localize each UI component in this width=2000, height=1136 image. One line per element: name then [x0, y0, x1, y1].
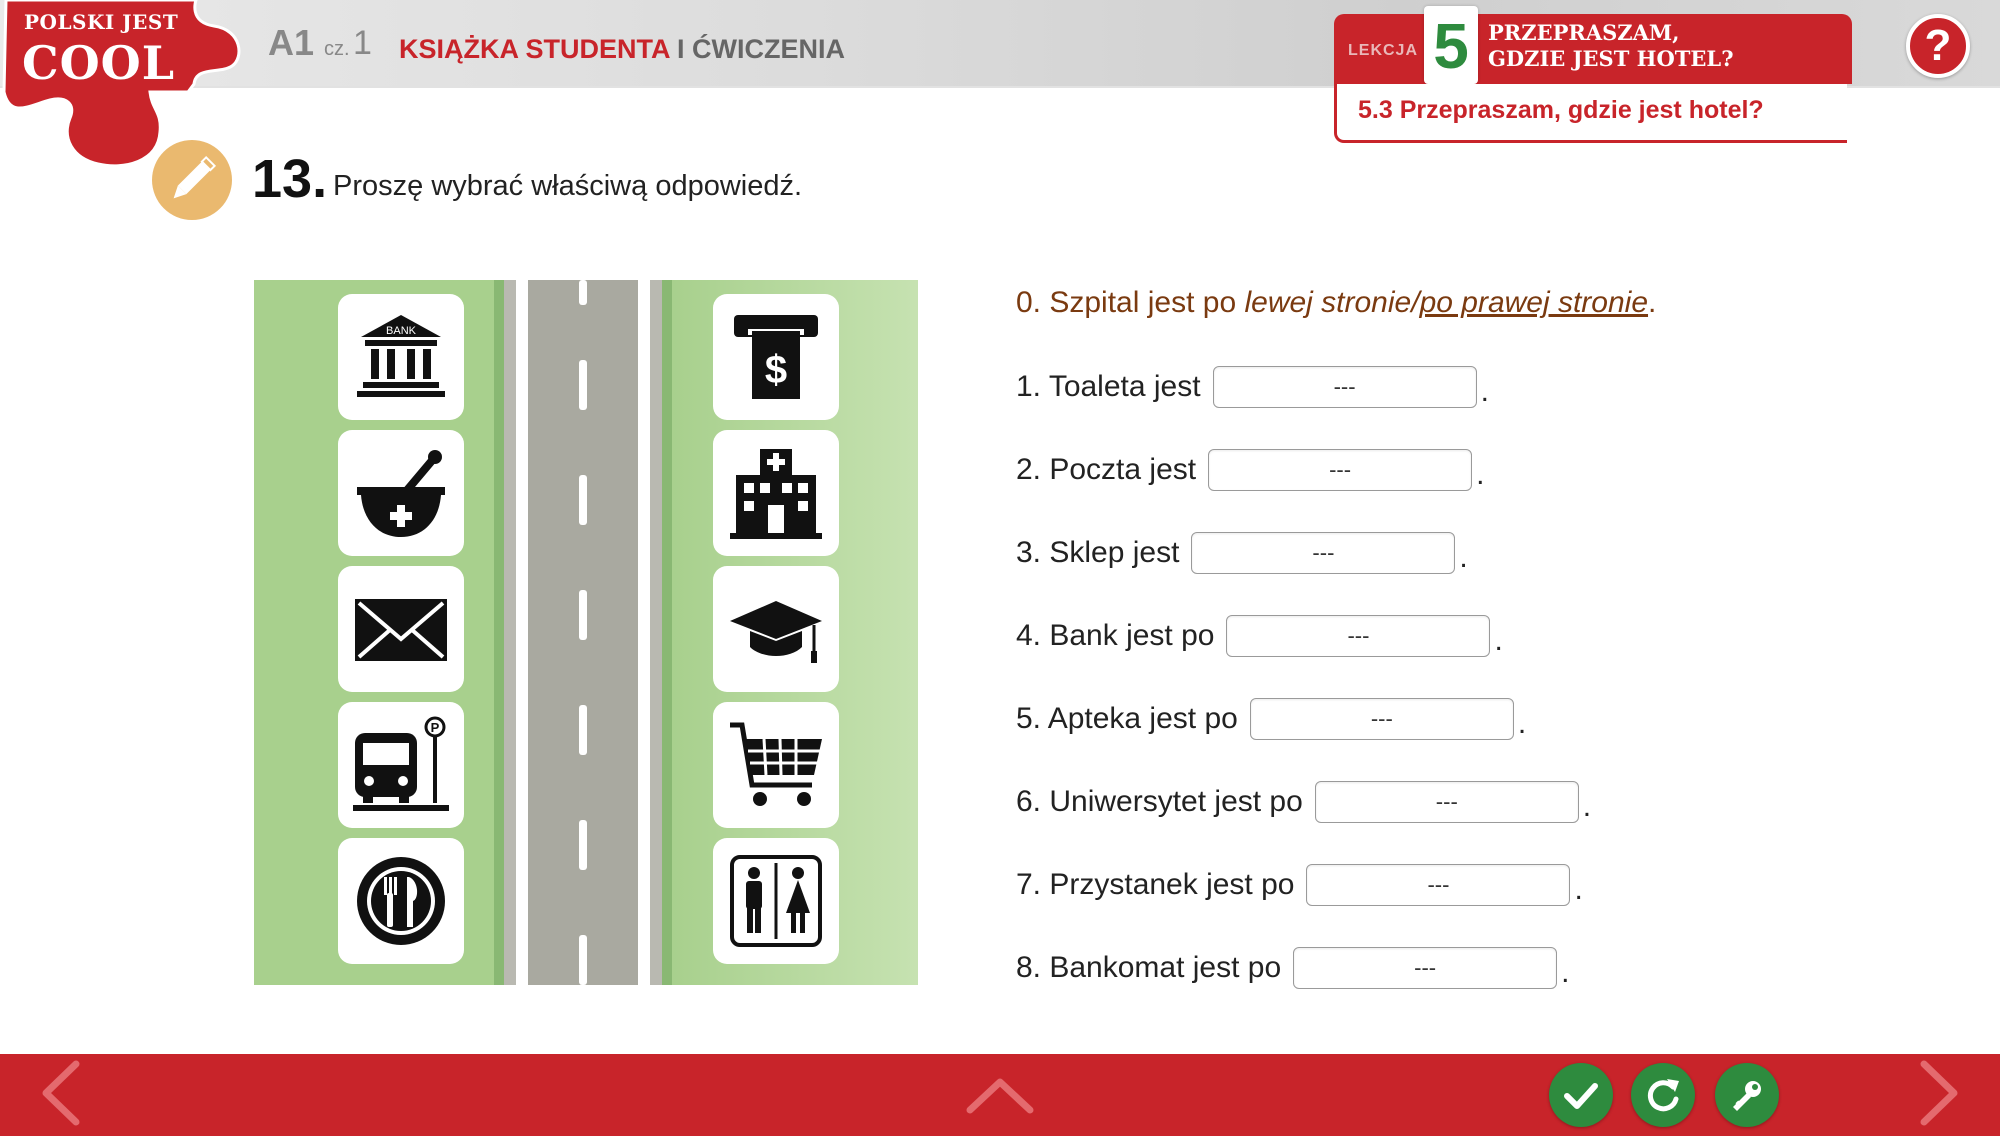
level-part-prefix: cz.: [324, 38, 350, 60]
question-4: [1016, 613, 1503, 659]
next-page-button[interactable]: [1914, 1058, 1964, 1128]
prev-page-button[interactable]: [36, 1058, 86, 1128]
street-map: [254, 280, 918, 985]
question-1: [1016, 364, 1489, 410]
bus-stop-icon: [351, 715, 451, 815]
svg-text:$: $: [764, 348, 788, 392]
answer-dropdown[interactable]: [1226, 615, 1490, 657]
scroll-up-button[interactable]: [964, 1070, 1036, 1120]
answer-dropdown[interactable]: [1293, 947, 1557, 989]
question-label: 5. Apteka jest po: [1016, 702, 1238, 735]
show-answers-button[interactable]: [1715, 1063, 1779, 1127]
question-end: .: [1476, 458, 1485, 491]
tile-atm: [713, 294, 839, 420]
book-title-separator: I: [669, 34, 693, 64]
question-6: [1016, 779, 1591, 825]
lesson-number: 5: [1433, 10, 1469, 82]
answer-dropdown[interactable]: [1208, 449, 1472, 491]
example-option-left: lewej stronie: [1244, 286, 1412, 319]
answer-dropdown[interactable]: [1250, 698, 1514, 740]
reset-button[interactable]: [1631, 1063, 1695, 1127]
question-end: .: [1459, 541, 1468, 574]
answer-dropdown[interactable]: [1306, 864, 1570, 906]
answer-dropdown[interactable]: [1315, 781, 1579, 823]
tile-toilet: [713, 838, 839, 964]
question-end: .: [1574, 873, 1583, 906]
university-icon: [726, 579, 826, 679]
reset-icon: [1643, 1075, 1683, 1115]
check-button[interactable]: [1549, 1063, 1613, 1127]
key-icon: [1727, 1075, 1767, 1115]
question-end: .: [1582, 790, 1592, 823]
book-title: [399, 34, 845, 65]
check-icon: [1561, 1075, 1601, 1115]
lesson-title: [1488, 20, 1848, 72]
example-sentence: [1016, 286, 1656, 320]
answer-value: ---: [1435, 789, 1458, 814]
example-suffix: .: [1648, 286, 1657, 319]
question-end: .: [1480, 375, 1489, 408]
svg-text:P: P: [430, 720, 440, 735]
question-2: [1016, 447, 1484, 493]
answer-value: ---: [1333, 374, 1356, 399]
level-part-number: 1: [353, 24, 372, 62]
question-end: .: [1494, 624, 1503, 657]
tile-shop: [713, 702, 839, 828]
next-arrow-icon: [1914, 1058, 1964, 1128]
tile-restaurant: [338, 838, 464, 964]
question-8: [1016, 945, 1570, 991]
question-end: .: [1517, 707, 1527, 740]
lesson-title-line1: PRZEPRASZAM,: [1488, 20, 1680, 45]
question-label: 6. Uniwersytet jest po: [1016, 785, 1303, 818]
question-label: 1. Toaleta jest: [1016, 370, 1201, 403]
tile-hospital: [713, 430, 839, 556]
answer-value: ---: [1347, 623, 1370, 648]
question-end: .: [1561, 956, 1570, 989]
post-office-icon: [351, 579, 451, 679]
hospital-icon: [726, 443, 826, 543]
question-label: 4. Bank jest po: [1016, 619, 1215, 652]
question-5: [1016, 696, 1526, 742]
answer-dropdown[interactable]: [1191, 532, 1455, 574]
level-label: A1: [268, 22, 315, 63]
logo-big-text: COOL: [22, 36, 176, 90]
shopping-cart-icon: [726, 715, 826, 815]
answer-value: ---: [1427, 872, 1450, 897]
tile-bank: [338, 294, 464, 420]
prev-arrow-icon: [36, 1058, 86, 1128]
example-option-right: po prawej stronie: [1419, 286, 1649, 319]
pharmacy-icon: [351, 443, 451, 543]
tile-pharmacy: [338, 430, 464, 556]
up-arrow-icon: [964, 1070, 1036, 1120]
example-prefix: 0. Szpital jest po: [1016, 286, 1245, 319]
book-title-exercises: ĆWICZENIA: [692, 34, 845, 64]
question-label: 2. Poczta jest: [1016, 453, 1197, 486]
atm-icon: [726, 307, 826, 407]
lesson-title-line2: GDZIE JEST HOTEL?: [1488, 46, 1734, 71]
lesson-label: LEKCJA: [1348, 42, 1419, 59]
exercise-badge: [152, 140, 232, 220]
example-slash: /: [1411, 286, 1420, 319]
help-button[interactable]: [1906, 14, 1970, 78]
book-title-student: KSIĄŻKA STUDENTA: [399, 34, 670, 64]
question-3: [1016, 530, 1468, 576]
question-7: [1016, 862, 1583, 908]
exercise-instruction: Proszę wybrać właściwą odpowiedź.: [333, 170, 803, 202]
question-mark-icon: ?: [1924, 21, 1952, 70]
bank-sign-text: BANK: [386, 325, 416, 337]
answer-value: ---: [1370, 706, 1393, 731]
toilet-icon: [726, 851, 826, 951]
tile-bus-stop: [338, 702, 464, 828]
question-label: 8. Bankomat jest po: [1016, 951, 1282, 984]
answer-value: ---: [1329, 457, 1352, 482]
answer-dropdown[interactable]: [1213, 366, 1477, 408]
logo-small-text: POLSKI JEST: [24, 10, 179, 34]
pencil-icon: [152, 140, 232, 220]
answer-value: ---: [1414, 955, 1437, 980]
restaurant-icon: [351, 851, 451, 951]
question-label: 3. Sklep jest: [1016, 536, 1180, 569]
answer-value: ---: [1312, 540, 1335, 565]
bank-icon: [351, 307, 451, 407]
tile-university: [713, 566, 839, 692]
section-subtitle[interactable]: 5.3 Przepraszam, gdzie jest hotel?: [1358, 96, 1764, 124]
exercise-number: 13.: [252, 149, 328, 209]
question-label: 7. Przystanek jest po: [1016, 868, 1295, 901]
tile-post-office: [338, 566, 464, 692]
